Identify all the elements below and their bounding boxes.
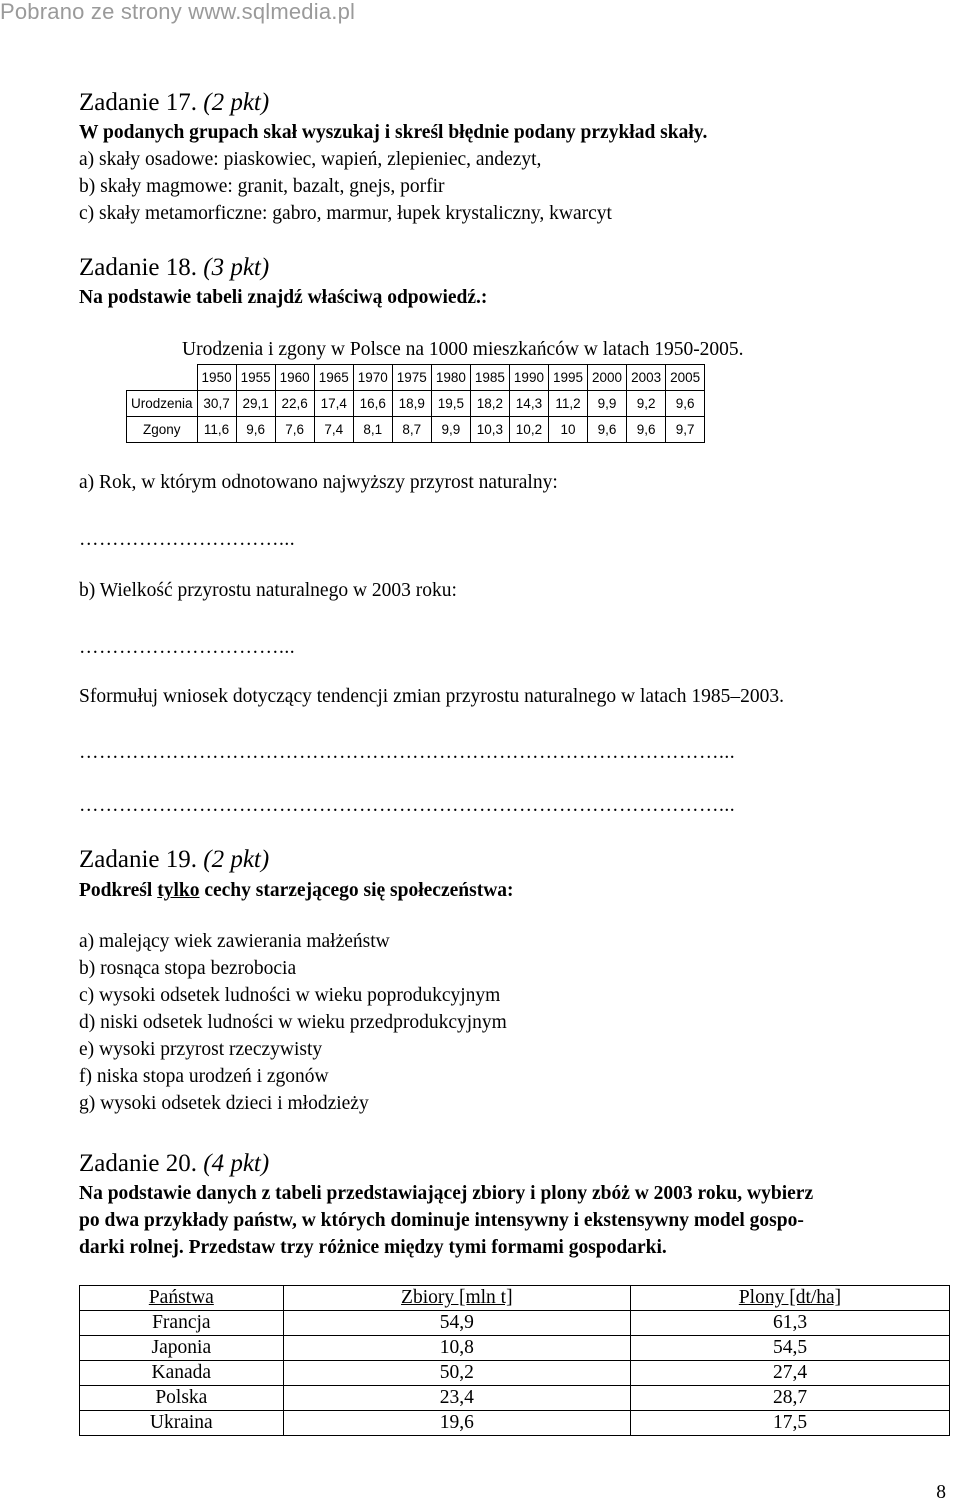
task-20-title (79, 1150, 269, 1178)
table-corner-cell (127, 365, 198, 391)
yield-cell: 61,3 (631, 1311, 950, 1336)
table-row (80, 1386, 950, 1411)
table-header-row (127, 365, 705, 391)
year-header: 1980 (431, 365, 470, 391)
page-number: 8 (936, 1482, 946, 1503)
task-20-instruction-line-2: po dwa przykłady państw, w których dominuje intensywny i ekstensywny model gospo- (79, 1210, 804, 1231)
table-cell: 11,6 (197, 417, 236, 443)
task-17-title-main: Zadanie 17. (79, 89, 198, 116)
table-cell: 30,7 (197, 391, 236, 417)
table-header-row (80, 1286, 950, 1311)
table-row (80, 1336, 950, 1361)
task-17-item-c: c) skały metamorficzne: gabro, marmur, łupek krystaliczny, kwarcyt (79, 203, 612, 224)
task-19-option-g[interactable]: g) wysoki odsetek dzieci i młodzieży (79, 1093, 369, 1114)
task-20-title-main: Zadanie 20. (79, 1150, 198, 1177)
table-cell: 8,1 (353, 417, 392, 443)
harvest-cell: 50,2 (283, 1361, 630, 1386)
answer-line-a[interactable]: …………………………... (79, 529, 296, 550)
table-cell: 18,2 (470, 391, 509, 417)
task-19-instruction-underlined: tylko (157, 880, 200, 901)
answer-line-c2[interactable]: ……………………………………………………………………………………... (79, 795, 736, 816)
question-a: a) Rok, w którym odnotowano najwyższy przyrost naturalny: (79, 472, 558, 493)
yield-cell: 54,5 (631, 1336, 950, 1361)
answer-line-c1[interactable]: ……………………………………………………………………………………... (79, 742, 736, 763)
year-header: 1985 (470, 365, 509, 391)
table-row-births (127, 391, 705, 417)
task-17-item-b: b) skały magmowe: granit, bazalt, gnejs, porfir (79, 176, 445, 197)
year-header: 1995 (548, 365, 587, 391)
task-19-title-main: Zadanie 19. (79, 846, 198, 873)
harvest-cell: 54,9 (283, 1311, 630, 1336)
table-cell: 7,6 (275, 417, 314, 443)
task-20-points: (4 pkt) (203, 1150, 270, 1177)
task-19-option-d[interactable]: d) niski odsetek ludności w wieku przedprodukcyjnym (79, 1012, 507, 1033)
births-deaths-table-caption: Urodzenia i zgony w Polsce na 1000 mieszkańców w latach 1950-2005. (182, 339, 744, 360)
country-cell: Kanada (80, 1361, 284, 1386)
year-header: 2005 (666, 365, 705, 391)
task-19-points: (2 pkt) (203, 846, 270, 873)
task-18-title-main: Zadanie 18. (79, 254, 198, 281)
table-cell: 14,3 (509, 391, 548, 417)
row-label-births: Urodzenia (127, 391, 198, 417)
table-cell: 9,6 (236, 417, 275, 443)
column-header-country: Państwa (80, 1286, 284, 1311)
yield-cell: 27,4 (631, 1361, 950, 1386)
task-18-points: (3 pkt) (203, 254, 270, 281)
table-cell: 19,5 (431, 391, 470, 417)
year-header: 1970 (353, 365, 392, 391)
table-cell: 10,2 (509, 417, 548, 443)
task-17-points: (2 pkt) (203, 89, 270, 116)
table-cell: 9,9 (588, 391, 627, 417)
year-header: 1975 (392, 365, 431, 391)
task-19-instruction-pre: Podkreśl (79, 880, 158, 901)
country-cell: Polska (80, 1386, 284, 1411)
table-cell: 9,9 (431, 417, 470, 443)
task-17-item-a: a) skały osadowe: piaskowiec, wapień, zlepieniec, andezyt, (79, 149, 542, 170)
table-cell: 17,4 (314, 391, 353, 417)
column-header-harvest: Zbiory [mln t] (283, 1286, 630, 1311)
table-cell: 11,2 (548, 391, 587, 417)
table-cell: 18,9 (392, 391, 431, 417)
table-cell: 9,2 (627, 391, 666, 417)
table-cell: 22,6 (275, 391, 314, 417)
task-19-instruction-post: cechy starzejącego się społeczeństwa: (199, 880, 514, 901)
year-header: 1965 (314, 365, 353, 391)
yield-cell: 17,5 (631, 1411, 950, 1436)
task-19-option-f[interactable]: f) niska stopa urodzeń i zgonów (79, 1066, 329, 1087)
task-19-option-e[interactable]: e) wysoki przyrost rzeczywisty (79, 1039, 323, 1060)
task-18-instruction: Na podstawie tabeli znajdź właściwą odpowiedź.: (79, 287, 488, 308)
task-17-title (79, 89, 269, 117)
country-cell: Ukraina (80, 1411, 284, 1436)
source-watermark: Pobrano ze strony www.sqlmedia.pl (0, 0, 356, 24)
task-19-option-a[interactable]: a) malejący wiek zawierania małżeństw (79, 931, 390, 952)
table-cell: 7,4 (314, 417, 353, 443)
table-row (80, 1411, 950, 1436)
task-18-title (79, 254, 269, 282)
year-header: 1960 (275, 365, 314, 391)
year-header: 1990 (509, 365, 548, 391)
column-header-yield: Plony [dt/ha] (631, 1286, 950, 1311)
table-cell: 16,6 (353, 391, 392, 417)
task-17-instruction: W podanych grupach skał wyszukaj i skreśl błędnie podany przykład skały. (79, 122, 708, 143)
table-cell: 9,6 (666, 391, 705, 417)
table-row (80, 1361, 950, 1386)
answer-line-b[interactable]: …………………………... (79, 637, 296, 658)
task-19-option-b[interactable]: b) rosnąca stopa bezrobocia (79, 958, 297, 979)
table-cell: 8,7 (392, 417, 431, 443)
table-row (80, 1311, 950, 1336)
yield-cell: 28,7 (631, 1386, 950, 1411)
year-header: 2000 (588, 365, 627, 391)
year-header: 1950 (197, 365, 236, 391)
cereal-harvest-table (79, 1285, 950, 1436)
country-cell: Japonia (80, 1336, 284, 1361)
table-cell: 9,7 (666, 417, 705, 443)
table-row-deaths (127, 417, 705, 443)
table-cell: 9,6 (588, 417, 627, 443)
harvest-cell: 10,8 (283, 1336, 630, 1361)
table-cell: 29,1 (236, 391, 275, 417)
year-header: 2003 (627, 365, 666, 391)
task-20-instruction-line-1: Na podstawie danych z tabeli przedstawiającej zbiory i plony zbóż w 2003 roku, wybierz (79, 1183, 814, 1204)
table-cell: 9,6 (627, 417, 666, 443)
harvest-cell: 23,4 (283, 1386, 630, 1411)
question-c: Sformułuj wniosek dotyczący tendencji zmian przyrostu naturalnego w latach 1985–2003. (79, 686, 785, 707)
task-20-instruction-line-3: darki rolnej. Przedstaw trzy różnice między tymi formami gospodarki. (79, 1237, 667, 1258)
year-header: 1955 (236, 365, 275, 391)
task-19-title (79, 846, 269, 874)
task-19-option-c[interactable]: c) wysoki odsetek ludności w wieku poprodukcyjnym (79, 985, 501, 1006)
births-deaths-table (126, 364, 705, 443)
task-19-instruction (79, 880, 514, 902)
row-label-deaths: Zgony (127, 417, 198, 443)
table-cell: 10 (548, 417, 587, 443)
question-b: b) Wielkość przyrostu naturalnego w 2003 roku: (79, 580, 457, 601)
harvest-cell: 19,6 (283, 1411, 630, 1436)
table-cell: 10,3 (470, 417, 509, 443)
country-cell: Francja (80, 1311, 284, 1336)
